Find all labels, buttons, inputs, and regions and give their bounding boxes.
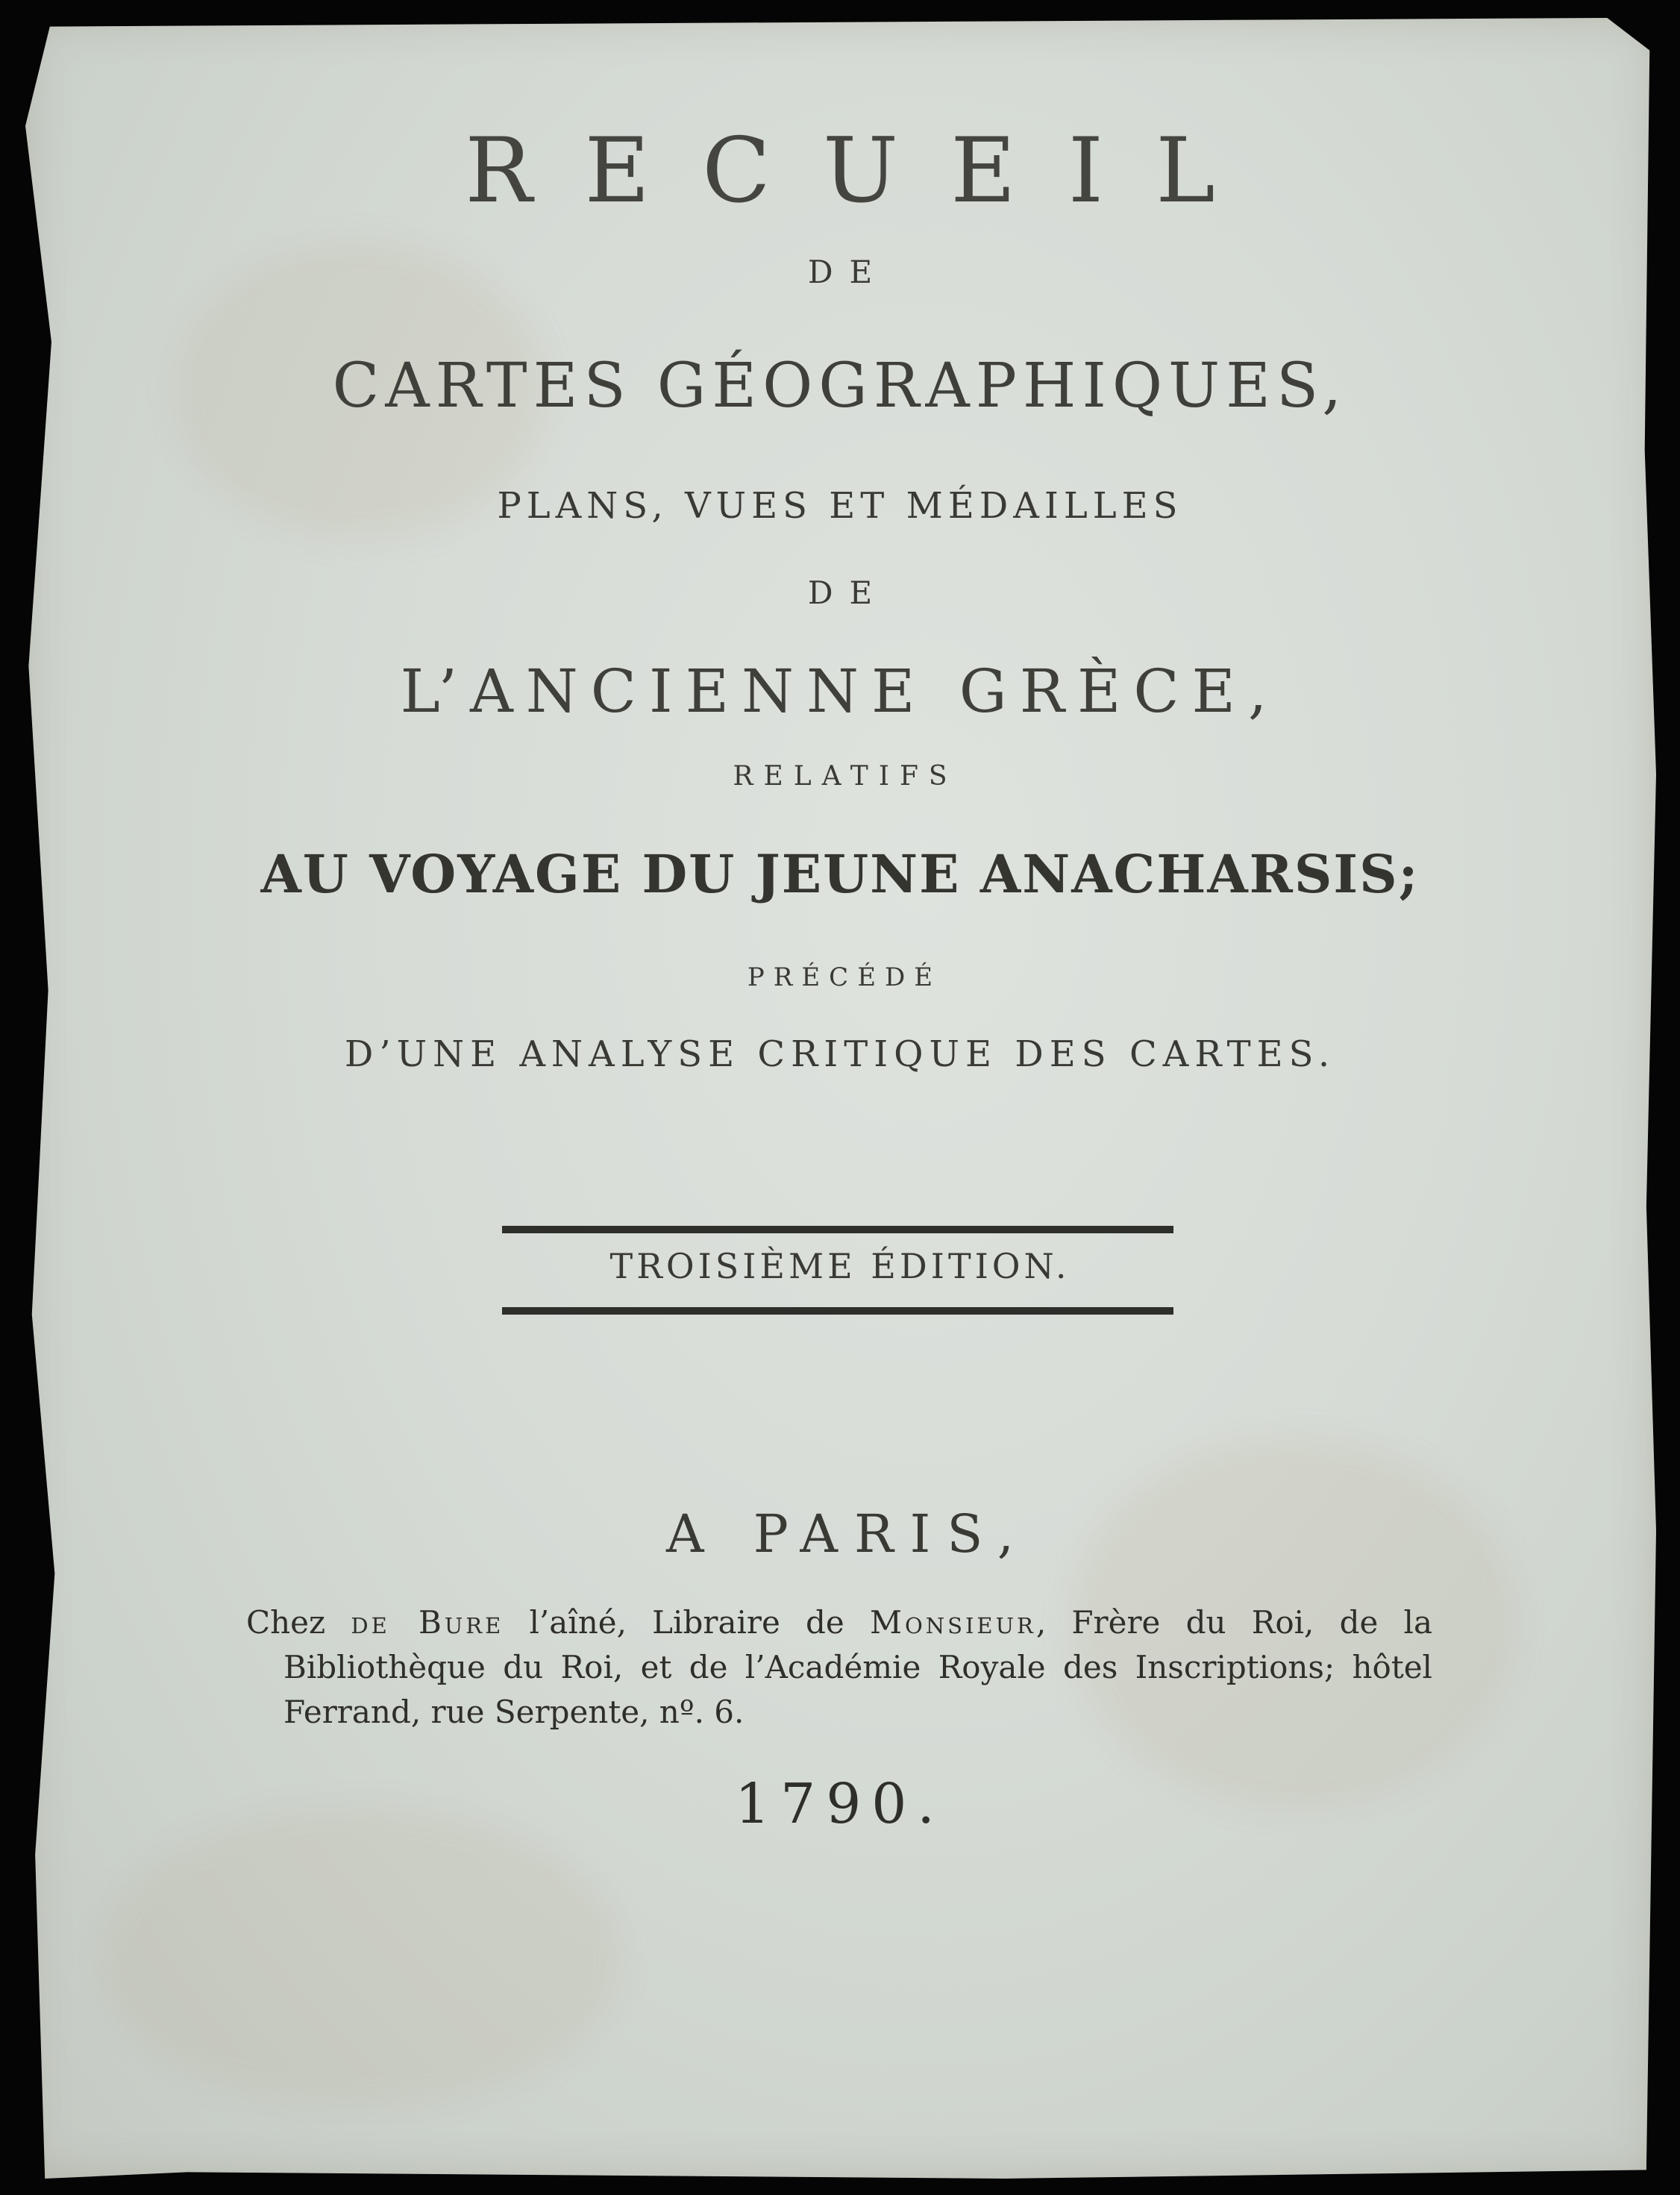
title-precede: PRÉCÉDÉ (747, 962, 942, 992)
foxing-stain (100, 1809, 622, 2107)
imprint-line-1-part-1: Chez (246, 1604, 351, 1641)
publication-year: 1790. (735, 1772, 945, 1836)
publisher-name: de Bure (351, 1604, 504, 1641)
paper-sheet (25, 18, 1656, 2179)
edition-rule-top (502, 1226, 1173, 1233)
title-relatifs: RELATIFS (733, 761, 958, 792)
title-region: L’ANCIENNE GRÈCE, (400, 657, 1280, 726)
imprint-city: A PARIS, (665, 1503, 1031, 1565)
imprint-line-1-part-3: , Frère du Roi, de la (1035, 1604, 1432, 1641)
title-subject: CARTES GÉOGRAPHIQUES, (332, 351, 1348, 422)
imprint-line-3: Ferrand, rue Serpente, nº. 6. (283, 1694, 745, 1730)
edition-statement: TROISIÈME ÉDITION. (609, 1246, 1071, 1286)
imprint-block (246, 1600, 1432, 1735)
imprint-line-2: Bibliothèque du Roi, et de l’Académie Royale des Inscriptions; hôtel (283, 1649, 1432, 1685)
main-title: RECUEIL (465, 119, 1267, 223)
title-work: AU VOYAGE DU JEUNE ANACHARSIS; (260, 843, 1420, 905)
imprint-line-1-part-2: l’aîné, Libraire de (504, 1604, 870, 1641)
edition-rule-bottom (502, 1307, 1173, 1315)
title-analysis: D’UNE ANALYSE CRITIQUE DES CARTES. (344, 1033, 1336, 1075)
imprint-line-1 (246, 1600, 1432, 1645)
title-subtitle: PLANS, VUES ET MÉDAILLES (497, 485, 1183, 527)
patron-name: Monsieur (869, 1604, 1036, 1641)
title-connector-de: DE (807, 254, 889, 290)
title-connector-de-2: DE (807, 574, 889, 611)
